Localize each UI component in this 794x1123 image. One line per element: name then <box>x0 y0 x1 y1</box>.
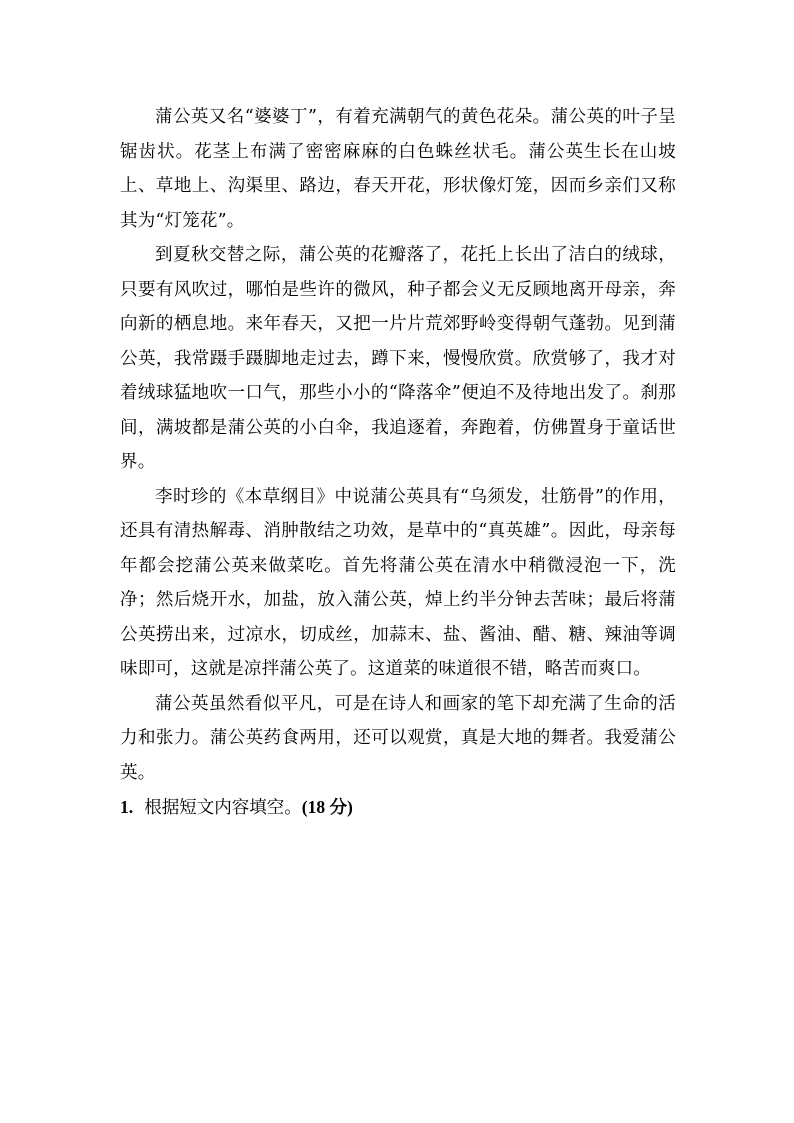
paragraph-1: 蒲公英又名“婆婆丁”，有着充满朝气的黄色花朵。蒲公英的叶子呈锯齿状。花茎上布满了密密麻麻的白色蛛丝状毛。蒲公英生长在山坡上、草地上、沟渠里、路边，春天开花，形状像灯笼，因而乡亲们又称其为“灯笼花”。 <box>120 107 676 231</box>
paragraph-3: 李时珍的《本草纲目》中说蒲公英具有“乌须发，壮筋骨”的作用，还具有清热解毒、消肿散结之功效，是草中的“真英雄”。因此，母亲每年都会挖蒲公英来做菜吃。首先将蒲公英在清水中稍微浸泡一下，洗净；然后烧开水，加盐，放入蒲公英，焯上约半分钟去苦味；最后将蒲公英捞出来，过凉水，切成丝，加蒜末、盐、酱油、醋、糖、辣油等调味即可，这就是凉拌蒲公英了。这道菜的味道很不错，略苦而爽口。 <box>120 486 676 679</box>
paragraph-2: 到夏秋交替之际，蒲公英的花瓣落了，花托上长出了洁白的绒球，只要有风吹过，哪怕是些许的微风，种子都会义无反顾地离开母亲，奔向新的栖息地。来年春天，又把一片片荒郊野岭变得朝气蓬勃。见到蒲公英，我常蹑手蹑脚地走过去，蹲下来，慢慢欣赏。欣赏够了，我才对着绒球猛地吹一口气，那些小小的“降落伞”便迫不及待地出发了。刹那间，满坡都是蒲公英的小白伞，我追逐着，奔跑着，仿佛置身于童话世界。 <box>120 245 676 472</box>
question-number: 1. <box>120 797 134 817</box>
document-body <box>120 100 676 826</box>
question-score: (18 分) <box>301 797 353 817</box>
question-text: 根据短文内容填空。 <box>144 798 302 818</box>
paragraph-4: 蒲公英虽然看似平凡，可是在诗人和画家的笔下却充满了生命的活力和张力。蒲公英药食两用，还可以观赏，真是大地的舞者。我爱蒲公英。 <box>120 693 676 783</box>
question-1 <box>120 790 676 826</box>
